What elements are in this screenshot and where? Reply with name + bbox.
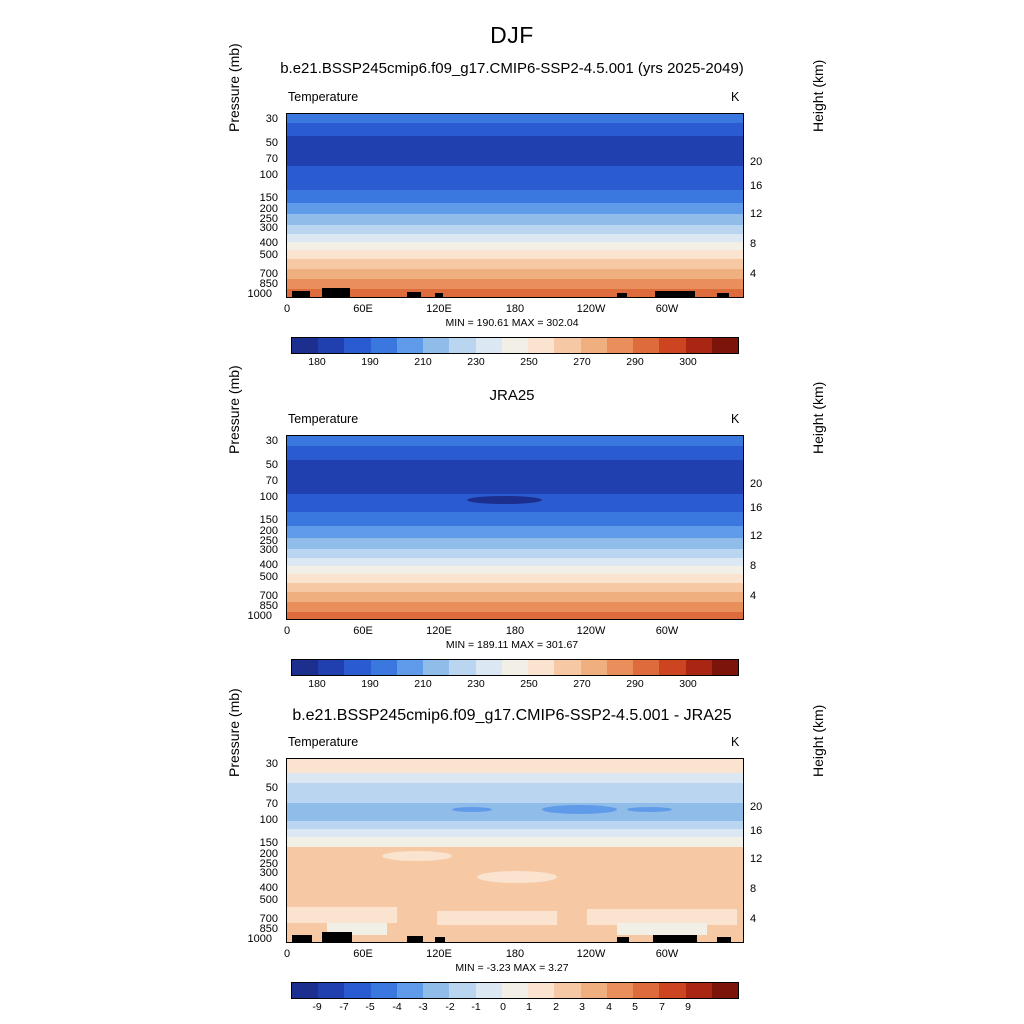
panel-3-cbar-label: 5 (632, 1001, 638, 1013)
panel-2-cbar-label: 180 (308, 678, 326, 690)
panel-3-ytick-right: 8 (750, 883, 757, 895)
panel-2-cbar-label: 290 (626, 678, 644, 690)
panel-1-cbar-label: 300 (679, 356, 697, 368)
panel-1-minmax: MIN = 190.61 MAX = 302.04 (445, 317, 579, 329)
panel-2-xtick: 60E (353, 625, 373, 637)
panel-1-xtick: 0 (283, 303, 291, 315)
panel-1-xtick: 120E (426, 303, 452, 315)
panel-1-ytick: 150 (259, 192, 278, 204)
panel-1-cbar-label: 210 (414, 356, 432, 368)
panel-3-xtick: 120E (426, 948, 452, 960)
panel-1-xtick: 120W (576, 303, 606, 315)
panel-2-minmax: MIN = 189.11 MAX = 301.67 (445, 639, 579, 651)
panel-3-ytick: 250 (259, 858, 278, 870)
panel-3-ytick: 850 (259, 923, 278, 935)
panel-1-ylabel-right: Height (km) (810, 59, 826, 132)
panel-1-ytick-right: 8 (750, 238, 757, 250)
panel-1-xtick: 60E (353, 303, 373, 315)
panel-3-ytick-right: 16 (750, 825, 763, 837)
panel-2-ytick: 50 (265, 459, 278, 471)
panel-3-ytick: 100 (259, 814, 278, 826)
panel-1-cbar-label: 250 (520, 356, 538, 368)
panel-1-xtick: 60W (655, 303, 679, 315)
panel-1-ytick: 30 (265, 113, 278, 125)
panel-3-ytick: 300 (259, 867, 278, 879)
panel-1-ytick: 100 (259, 169, 278, 181)
panel-1-ytick: 300 (259, 222, 278, 234)
panel-2-ytick: 500 (259, 571, 278, 583)
panel-3-variable-label: Temperature (288, 735, 359, 749)
panel-3-plot (286, 758, 744, 943)
panel-3-xtick: 0 (283, 948, 291, 960)
panel-1-variable-label: Temperature (288, 90, 359, 104)
panel-3-ylabel-right: Height (km) (810, 704, 826, 777)
panel-3-cbar-label: -3 (418, 1001, 428, 1013)
panel-3-title: b.e21.BSSP245cmip6.f09_g17.CMIP6-SSP2-4.5.001 - JRA25 (292, 707, 732, 724)
panel-1-ytick-right: 20 (750, 156, 763, 168)
panel-2-cbar-label: 230 (467, 678, 485, 690)
panel-3-ytick: 1000 (247, 933, 272, 945)
panel-2-plot (286, 435, 744, 620)
panel-3-ytick: 200 (259, 848, 278, 860)
panel-1-xtick: 180 (505, 303, 525, 315)
panel-3-xtick: 180 (505, 948, 525, 960)
panel-3-ytick: 500 (259, 894, 278, 906)
panel-2-title: JRA25 (489, 387, 535, 404)
panel-2-ytick-right: 8 (750, 560, 757, 572)
panel-2-xtick: 60W (655, 625, 679, 637)
panel-3-unit-label: K (731, 735, 740, 749)
panel-2-xtick: 120E (426, 625, 452, 637)
panel-2-unit-label: K (731, 412, 740, 426)
panel-3-cbar-label: -4 (392, 1001, 402, 1013)
panel-2-xtick: 0 (283, 625, 291, 637)
panel-2-cbar-label: 270 (573, 678, 591, 690)
panel-2-ytick: 150 (259, 514, 278, 526)
panel-3-ylabel-left: Pressure (mb) (226, 688, 242, 777)
panel-2-ytick: 300 (259, 544, 278, 556)
panel-1-unit-label: K (731, 90, 740, 104)
panel-2-ytick-right: 20 (750, 478, 763, 490)
panel-2-variable-label: Temperature (288, 412, 359, 426)
panel-3-colorbar (291, 982, 739, 999)
panel-3-xtick: 60W (655, 948, 679, 960)
panel-2-ytick: 200 (259, 525, 278, 537)
panel-1-ytick: 70 (265, 153, 278, 165)
panel-3-cbar-label: 7 (659, 1001, 665, 1013)
panel-1-cbar-label: 180 (308, 356, 326, 368)
panel-2-xtick: 180 (505, 625, 525, 637)
panel-3-ytick-right: 4 (750, 913, 757, 925)
panel-3-ytick-right: 20 (750, 801, 763, 813)
page-title: DJF (490, 22, 534, 48)
panel-2-ytick: 700 (259, 590, 278, 602)
panel-1-cbar-label: 230 (467, 356, 485, 368)
panel-3-cbar-label: 0 (500, 1001, 506, 1013)
panel-2-ytick-right: 4 (750, 590, 757, 602)
panel-1-plot (286, 113, 744, 298)
panel-2-ytick-right: 16 (750, 502, 763, 514)
panel-3-xtick: 120W (576, 948, 606, 960)
panel-1-cbar-label: 190 (361, 356, 379, 368)
panel-2-colorbar (291, 659, 739, 676)
panel-2-cbar-label: 210 (414, 678, 432, 690)
panel-2-ytick: 30 (265, 435, 278, 447)
panel-3-cbar-label: 4 (606, 1001, 612, 1013)
panel-1-ytick: 200 (259, 203, 278, 215)
panel-1-ytick: 400 (259, 237, 278, 249)
panel-3-minmax: MIN = -3.23 MAX = 3.27 (455, 962, 569, 974)
panel-1-colorbar (291, 337, 739, 354)
panel-3-ytick: 150 (259, 837, 278, 849)
panel-2-cbar-label: 300 (679, 678, 697, 690)
panel-3-cbar-label: -7 (339, 1001, 349, 1013)
panel-2-ylabel-right: Height (km) (810, 381, 826, 454)
panel-3-cbar-label: 2 (553, 1001, 559, 1013)
panel-2-cbar-label: 190 (361, 678, 379, 690)
panel-3-xtick: 60E (353, 948, 373, 960)
panel-3-cbar-label: 1 (526, 1001, 532, 1013)
panel-2-ytick: 850 (259, 600, 278, 612)
panel-1-ytick: 50 (265, 137, 278, 149)
panel-1-ytick-right: 4 (750, 268, 757, 280)
panel-3-cbar-label: 9 (685, 1001, 691, 1013)
panel-3-ytick: 50 (265, 782, 278, 794)
panel-3-ytick: 70 (265, 798, 278, 810)
panel-1-ytick-right: 16 (750, 180, 763, 192)
panel-1-ytick: 250 (259, 213, 278, 225)
panel-3-ytick: 700 (259, 913, 278, 925)
panel-3-ytick: 400 (259, 882, 278, 894)
panel-1-cbar-label: 290 (626, 356, 644, 368)
panel-3-cbar-label: -1 (471, 1001, 481, 1013)
panel-2-ytick-right: 12 (750, 530, 763, 542)
panel-1-ytick-right: 12 (750, 208, 763, 220)
panel-2-cbar-label: 250 (520, 678, 538, 690)
panel-1-ytick: 1000 (247, 288, 272, 300)
panel-3-cbar-label: -5 (365, 1001, 375, 1013)
panel-2-xtick: 120W (576, 625, 606, 637)
panel-3-cbar-label: -9 (312, 1001, 322, 1013)
panel-2-ytick: 100 (259, 491, 278, 503)
panel-2-ylabel-left: Pressure (mb) (226, 365, 242, 454)
panel-1-ylabel-left: Pressure (mb) (226, 43, 242, 132)
panel-1-cbar-label: 270 (573, 356, 591, 368)
panel-2-ytick: 70 (265, 475, 278, 487)
panel-2-ytick: 1000 (247, 610, 272, 622)
panel-3-ytick: 30 (265, 758, 278, 770)
panel-2-ytick: 400 (259, 559, 278, 571)
panel-1-ytick: 500 (259, 249, 278, 261)
panel-2-ytick: 250 (259, 535, 278, 547)
panel-1-title: b.e21.BSSP245cmip6.f09_g17.CMIP6-SSP2-4.5.001 (yrs 2025-2049) (280, 60, 744, 77)
panel-1-ytick: 700 (259, 268, 278, 280)
panel-1-ytick: 850 (259, 278, 278, 290)
panel-3-cbar-label: -2 (445, 1001, 455, 1013)
panel-3-ytick-right: 12 (750, 853, 763, 865)
panel-3-cbar-label: 3 (579, 1001, 585, 1013)
